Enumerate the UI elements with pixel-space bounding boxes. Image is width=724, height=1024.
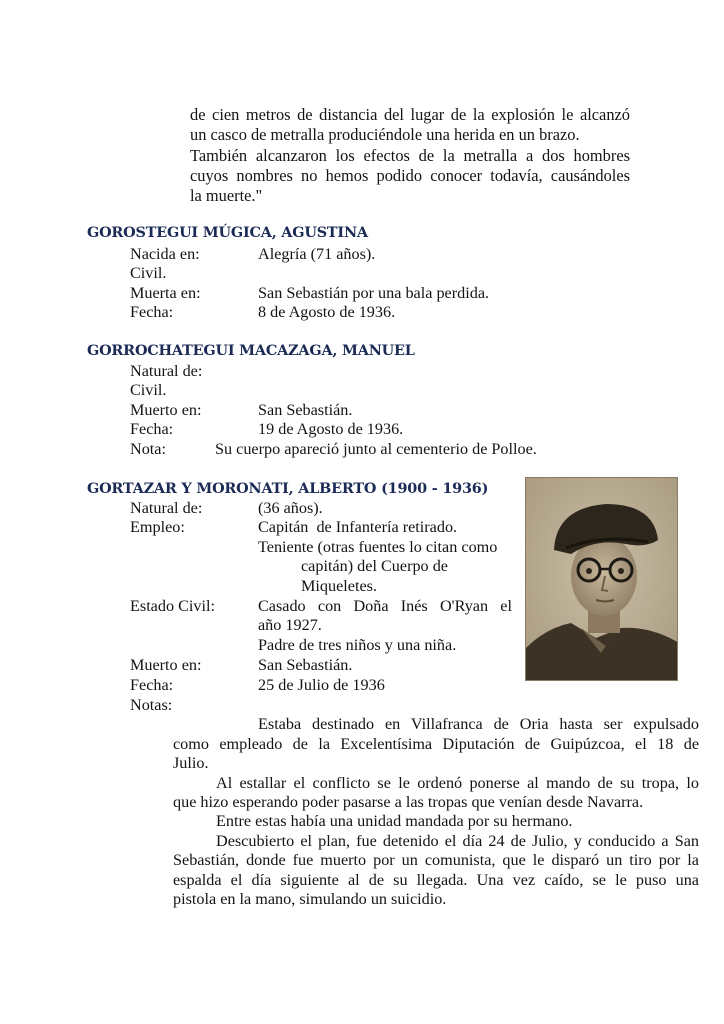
field-value: San Sebastián. (258, 656, 353, 674)
field-value: Miqueletes. (301, 577, 377, 595)
field-value: Su cuerpo apareció junto al cementerio de Polloe. (215, 440, 537, 458)
field-label: Fecha: (130, 676, 174, 694)
field-value: Capitán de Infantería retirado. (258, 518, 458, 536)
field-label: Civil. (130, 381, 167, 399)
field-label: Fecha: (130, 420, 174, 438)
intro-line: la muerte." (190, 186, 263, 205)
field-value: San Sebastián por una bala perdida. (258, 284, 490, 302)
portrait-photo (525, 477, 678, 681)
field-value: 25 de Julio de 1936 (258, 676, 385, 694)
intro-line: de cien metros de distancia del lugar de la explosión le alcanzó (190, 105, 630, 124)
field-label: Empleo: (130, 518, 185, 536)
intro-line: También alcanzaron los efectos de la metralla a dos hombres (190, 146, 630, 165)
field-value: Teniente (otras fuentes lo citan como (258, 538, 498, 556)
note-line: Estaba destinado en Villafranca de Oria hasta ser expulsado (258, 715, 699, 733)
field-value: año 1927. (258, 616, 322, 634)
portrait-illustration (526, 478, 678, 681)
field-value: Alegría (71 años). (258, 245, 376, 263)
note-line: Julio. (173, 754, 209, 772)
field-label: Nacida en: (130, 245, 200, 263)
note-line: pistola en la mano, simulando un suicidio. (173, 890, 447, 908)
field-value: San Sebastián. (258, 401, 353, 419)
field-label: Fecha: (130, 303, 174, 321)
note-line: Descubierto el plan, fue detenido el día 24 de Julio, y conducido a San (216, 832, 699, 850)
note-line: espalda el día siguiente al de su llegada. Una vez caído, se le puso una (173, 871, 699, 889)
field-label: Estado Civil: (130, 597, 215, 615)
entry-heading: GORTAZAR Y MORONATI, ALBERTO (1900 - 1936) (87, 480, 489, 497)
intro-line: cuyos nombres no hemos podido conocer todavía, causándoles (190, 166, 630, 185)
field-value: 19 de Agosto de 1936. (258, 420, 404, 438)
note-line: Sebastián, donde fue muerto por un comunista, que le disparó un tiro por la (173, 851, 699, 869)
field-label: Nota: (130, 440, 166, 458)
field-label: Muerto en: (130, 401, 202, 419)
field-value: (36 años). (258, 499, 323, 517)
field-label: Natural de: (130, 499, 203, 517)
field-value: capitán) del Cuerpo de (301, 557, 448, 575)
note-line: Al estallar el conflicto se le ordenó ponerse al mando de su tropa, lo (216, 774, 699, 792)
field-label: Civil. (130, 264, 167, 282)
intro-line: un casco de metralla produciéndole una herida en un brazo. (190, 125, 580, 144)
field-label: Notas: (130, 696, 173, 714)
field-value: Padre de tres niños y una niña. (258, 636, 457, 654)
field-label: Muerta en: (130, 284, 201, 302)
field-value: Casado con Doña Inés O'Ryan el (258, 597, 512, 615)
field-label: Muerto en: (130, 656, 202, 674)
entry-heading: GORROCHATEGUI MACAZAGA, MANUEL (87, 342, 415, 359)
field-label: Natural de: (130, 362, 203, 380)
note-line: que hizo esperando poder pasarse a las tropas que venían desde Navarra. (173, 793, 644, 811)
note-line: como empleado de la Excelentísima Diputación de Guipúzcoa, el 18 de (173, 735, 699, 753)
field-value: 8 de Agosto de 1936. (258, 303, 396, 321)
entry-heading: GOROSTEGUI MÚGICA, AGUSTINA (87, 224, 368, 241)
note-line: Entre estas había una unidad mandada por su hermano. (216, 812, 573, 830)
